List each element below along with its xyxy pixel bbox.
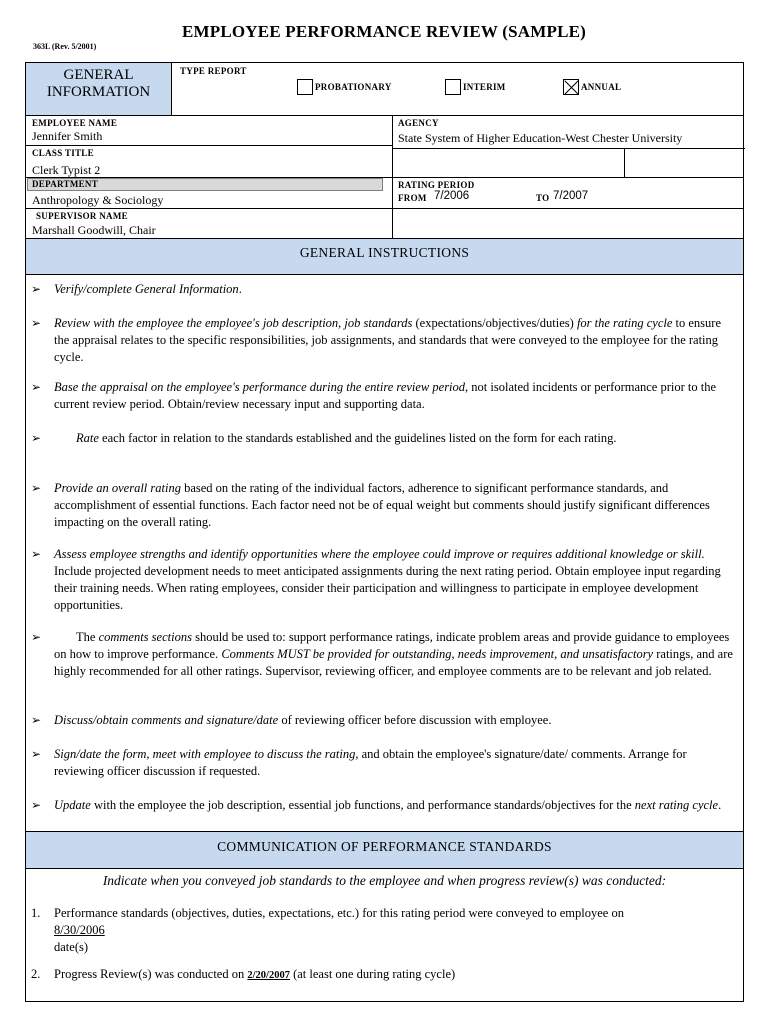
arrow-bullet-icon: ➢ (31, 380, 42, 394)
rating-period-label: RATING PERIOD (398, 180, 475, 190)
progress-review-date: 2/20/2007 (247, 970, 290, 981)
instruction-item: ➢ Base the appraisal on the employee's performance during the entire review period, not isolated incidents or performance prior to the current review period. Obtain/review necessary input and supporting data. (31, 380, 717, 411)
item-2-prefix: Progress Review(s) was conducted on (54, 967, 248, 981)
instruction-item: ➢ The comments sections should be used to: support performance ratings, indicate problem areas and provide guidance to employees on how to improve performance. Comments MUST be provided for outstanding, needs improvement, and unsatisfactory ratings, and are highly recommended for all other ratings. Supervisor, reviewing officer, and employee comments are to be relevant and job related. (31, 630, 733, 678)
rating-to-value: 7/2007 (553, 190, 589, 202)
arrow-bullet-icon: ➢ (31, 481, 42, 495)
instruction-item: ➢ Rate each factor in relation to the standards established and the guidelines listed on the form for each rating. (31, 431, 617, 445)
general-instructions-heading: GENERAL INSTRUCTIONS (26, 238, 743, 275)
instruction-item: ➢ Update with the employee the job description, essential job functions, and performance standards/objectives for the next rating cycle. (31, 798, 722, 812)
option-probationary[interactable] (297, 78, 392, 96)
communication-note: Indicate when you conveyed job standards to the employee and when progress review(s) was conducted: (102, 873, 667, 888)
instruction-item: ➢ Assess employee strengths and identify opportunities where the employee could improve or requires additional knowledge or skill. Include projected development needs to meet anticipated assignments during the next rating period. Obtain employee input regarding their training needs. When rating employees, consider their participation and willingness to participate in employee development opportunities. (31, 547, 721, 612)
arrow-bullet-icon: ➢ (31, 316, 42, 330)
standards-conveyed-date: 8/30/2006 (54, 923, 105, 937)
agency-value: State System of Higher Education-West Chester University (398, 131, 683, 145)
probationary-label: PROBATIONARY (315, 82, 392, 93)
interim-label: INTERIM (463, 82, 506, 93)
instruction-item: ➢ Provide an overall rating based on the rating of the individual factors, adherence to significant performance standards, and accomplishment of essential functions. Each factor need not be of equal weight but comments should justify significant differences impacting on the overall rating. (31, 481, 710, 529)
arrow-bullet-icon: ➢ (31, 431, 42, 445)
divider (26, 115, 743, 116)
general-information-box (26, 63, 172, 115)
department-label: DEPARTMENT (32, 179, 99, 189)
arrow-bullet-icon: ➢ (31, 713, 42, 727)
arrow-bullet-icon: ➢ (31, 747, 42, 761)
divider (392, 148, 745, 149)
rating-to-label: TO (536, 193, 550, 203)
item-1-text: Performance standards (objectives, duties, expectations, etc.) for this rating period were conveyed to employee on (54, 906, 624, 920)
general-label-line1: GENERAL (63, 67, 134, 83)
general-label-line2: INFORMATION (46, 84, 151, 100)
item-2-suffix: (at least one during rating cycle) (289, 967, 456, 981)
divider (26, 208, 743, 209)
agency-label: AGENCY (398, 118, 439, 128)
page-title: EMPLOYEE PERFORMANCE REVIEW (SAMPLE) (181, 22, 587, 41)
instruction-item: ➢ Verify/complete General Information. (31, 282, 242, 296)
supervisor-label: SUPERVISOR NAME (36, 211, 128, 221)
option-interim[interactable] (445, 78, 506, 96)
type-report-label: TYPE REPORT (180, 66, 247, 76)
employee-name-value: Jennifer Smith (32, 129, 103, 143)
arrow-bullet-icon: ➢ (31, 630, 42, 644)
employee-name-label: EMPLOYEE NAME (32, 118, 118, 128)
instruction-item: ➢ Discuss/obtain comments and signature/date of reviewing officer before discussion with employee. (31, 713, 552, 727)
communication-item-2 (31, 966, 737, 984)
class-title-value: Clerk Typist 2 (32, 163, 101, 177)
arrow-bullet-icon: ➢ (31, 798, 42, 812)
date-caption: date(s) (54, 940, 89, 954)
class-title-label: CLASS TITLE (32, 148, 94, 158)
instruction-item: ➢ Review with the employee the employee's job description, job standards (expectations/objectives/duties) for the rating cycle to ensure the appraisal relates to the specific responsibilities, job assignments, and standards that were conveyed to the employee for the rating cycle. (31, 316, 722, 364)
option-annual[interactable] (563, 78, 621, 96)
form-number: 363L (Rev. 5/2001) (33, 42, 97, 51)
interim-checkbox[interactable] (445, 79, 461, 95)
rating-from-label: FROM (398, 193, 427, 203)
communication-heading: COMMUNICATION OF PERFORMANCE STANDARDS (26, 831, 743, 869)
divider (26, 145, 392, 146)
department-value: Anthropology & Sociology (32, 193, 164, 207)
communication-item-1 (31, 905, 737, 956)
review-form (25, 62, 744, 1002)
arrow-bullet-icon: ➢ (31, 547, 42, 561)
supervisor-value: Marshall Goodwill, Chair (32, 223, 156, 237)
column-divider (624, 148, 625, 178)
item-number: 2. (31, 967, 41, 981)
rating-from-value: 7/2006 (434, 190, 470, 202)
annual-checkbox-checked[interactable] (563, 79, 579, 95)
arrow-bullet-icon: ➢ (31, 282, 42, 296)
annual-label: ANNUAL (581, 82, 622, 93)
probationary-checkbox[interactable] (297, 79, 313, 95)
item-number: 1. (31, 906, 41, 920)
instruction-item: ➢ Sign/date the form, meet with employee to discuss the rating, and obtain the employee's signature/date/ comments. Arrange for reviewing officer discussion if requested. (31, 747, 687, 778)
